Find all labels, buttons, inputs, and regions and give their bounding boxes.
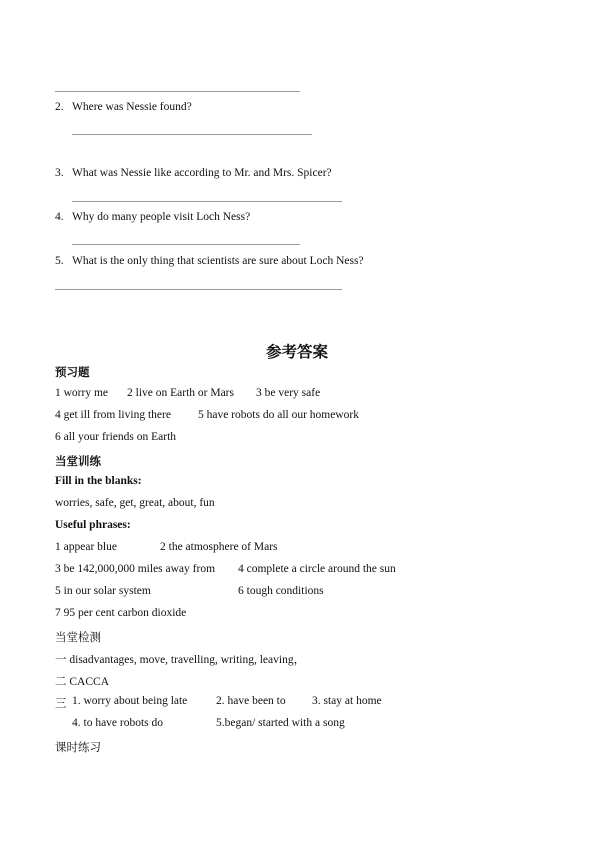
phrase-7: 7 95 per cent carbon dioxide [55, 607, 187, 619]
phrase-5: 5 in our solar system [55, 585, 151, 597]
test-part-3-prefix: 三 [55, 698, 67, 710]
preview-answer-2: 2 live on Earth or Mars [127, 387, 234, 399]
phrase-2: 2 the atmosphere of Mars [160, 541, 278, 553]
answer-line-4 [72, 244, 300, 245]
preview-answer-6: 6 all your friends on Earth [55, 431, 177, 443]
preview-answer-1: 1 worry me [55, 387, 109, 399]
phrase-6: 6 tough conditions [238, 585, 324, 597]
preview-answer-3: 3 be very safe [256, 387, 321, 399]
test-3-answer-4: 4. to have robots do [72, 717, 164, 729]
answer-line-1 [55, 91, 300, 92]
question-4-text: Why do many people visit Loch Ness? [72, 211, 251, 223]
class-training-heading: 当堂训练 [55, 456, 101, 468]
question-5-text: What is the only thing that scientists are sure about Loch Ness? [72, 255, 364, 267]
class-test-heading: 当堂检测 [55, 632, 101, 644]
question-2-number: 2. [55, 101, 64, 113]
preview-answer-4: 4 get ill from living there [55, 409, 171, 421]
useful-phrases-heading: Useful phrases: [55, 519, 131, 531]
fill-blanks-heading: Fill in the blanks: [55, 475, 142, 487]
test-3-answer-3: 3. stay at home [312, 695, 382, 707]
fill-blanks-answer: worries, safe, get, great, about, fun [55, 497, 215, 509]
question-3-number: 3. [55, 167, 64, 179]
test-part-1: 一 disadvantages, move, travelling, writing, leaving， [55, 654, 306, 666]
question-2-text: Where was Nessie found? [72, 101, 192, 113]
test-3-answer-2: 2. have been to [216, 695, 286, 707]
preview-answer-5: 5 have robots do all our homework [198, 409, 359, 421]
phrase-3: 3 be 142,000,000 miles away from [55, 563, 216, 575]
phrase-1: 1 appear blue [55, 541, 117, 553]
homework-heading: 课时练习 [55, 742, 101, 754]
preview-heading: 预习题 [55, 367, 90, 379]
test-part-2: 二 CACCA [55, 676, 109, 688]
test-3-answer-1: 1. worry about being late [72, 695, 188, 707]
answer-line-3 [72, 201, 342, 202]
answer-line-5 [55, 289, 342, 290]
answer-line-2 [72, 134, 312, 135]
test-3-answer-5: 5.began/ started with a song [216, 717, 345, 729]
phrase-4: 4 complete a circle around the sun [238, 563, 396, 575]
question-5-number: 5. [55, 255, 64, 267]
question-3-text: What was Nessie like according to Mr. and Mrs. Spicer? [72, 167, 332, 179]
question-4-number: 4. [55, 211, 64, 223]
answer-key-title: 参考答案 [266, 344, 329, 361]
